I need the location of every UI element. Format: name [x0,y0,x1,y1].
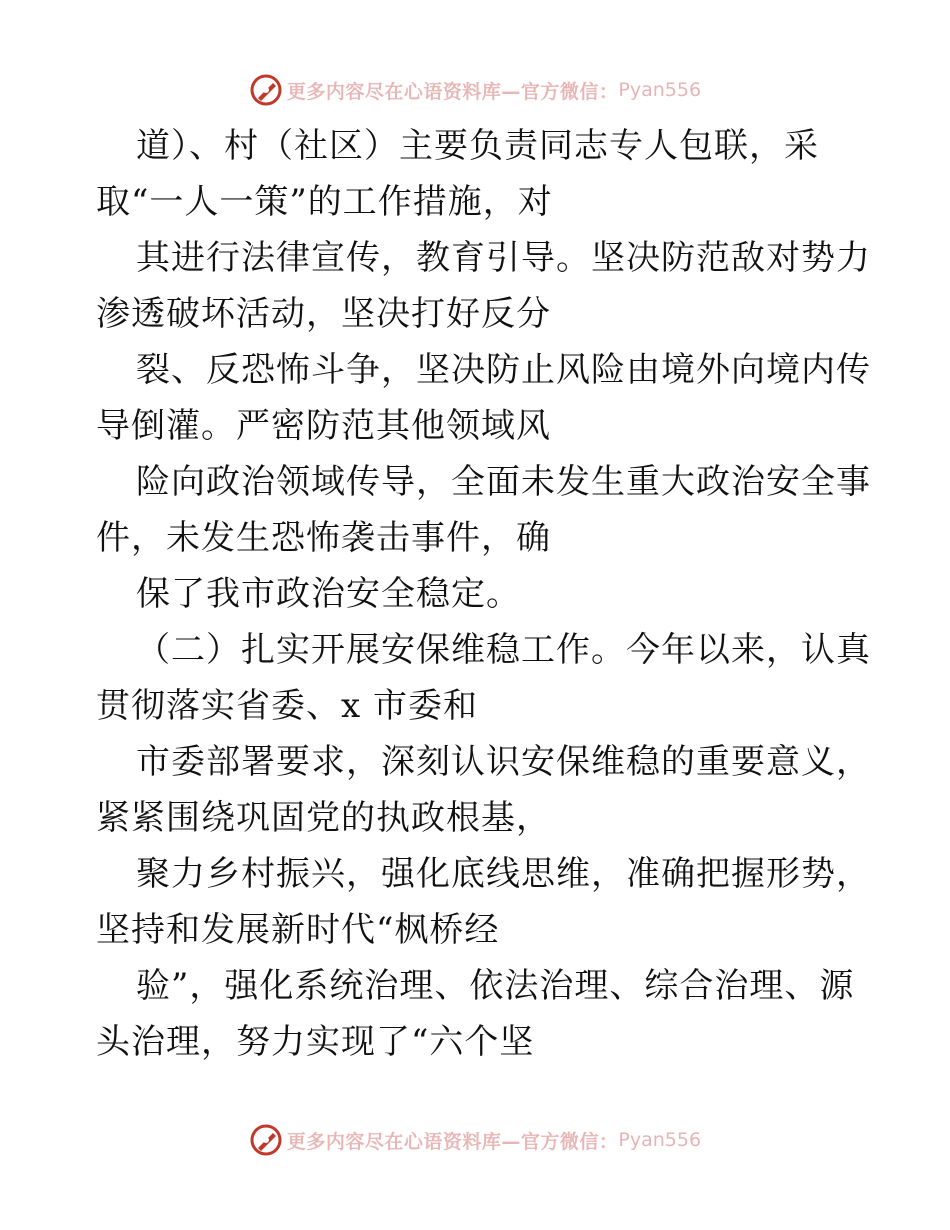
header-watermark [0,70,950,110]
text-line: 导倒灌。严密防范其他领域风 [96,406,551,446]
text-line: 贯彻落实省委、x 市委和 [96,686,478,726]
text-line: （二）扎实开展安保维稳工作。今年以来，认真 [136,630,871,670]
text-line: 险向政治领域传导，全面未发生重大政治安全事 [136,462,871,502]
text-line: 头治理，努力实现了“六个坚 [96,1022,535,1062]
text-line: 保了我市政治安全稳定。 [136,574,521,614]
text-line: 聚力乡村振兴，强化底线思维，准确把握形势， [136,854,871,894]
text-line: 裂、反恐怖斗争，坚决防止风险由境外向境内传 [136,350,871,390]
text-line: 市委部署要求，深刻认识安保维稳的重要意义， [136,742,871,782]
text-line: 取“一人一策”的工作措施，对 [96,182,553,222]
text-line: 其进行法律宣传，教育引导。坚决防范敌对势力 [136,238,871,278]
text-line: 件，未发生恐怖袭击事件，确 [96,518,551,558]
text-line: 坚持和发展新时代“枫桥经 [96,910,500,950]
text-line: 道）、村（社区）主要负责同志专人包联，采 [136,126,819,166]
text-line: 验”，强化系统治理、依法治理、综合治理、源 [136,966,855,1006]
document-body [96,118,876,1070]
watermark-text: 更多内容尽在心语资料库—官方微信： [286,1130,619,1153]
text-line: 紧紧围绕巩固党的执政根基， [96,798,551,838]
text-line: 渗透破坏活动，坚决打好反分 [96,294,551,334]
pen-seal-logo-icon [249,73,283,107]
watermark-wechat-id: Pyan556 [618,79,702,101]
pen-seal-logo-icon [249,1123,283,1157]
watermark-wechat-id: Pyan556 [618,1129,702,1151]
footer-watermark [0,1120,950,1160]
watermark-text: 更多内容尽在心语资料库—官方微信： [286,80,619,103]
